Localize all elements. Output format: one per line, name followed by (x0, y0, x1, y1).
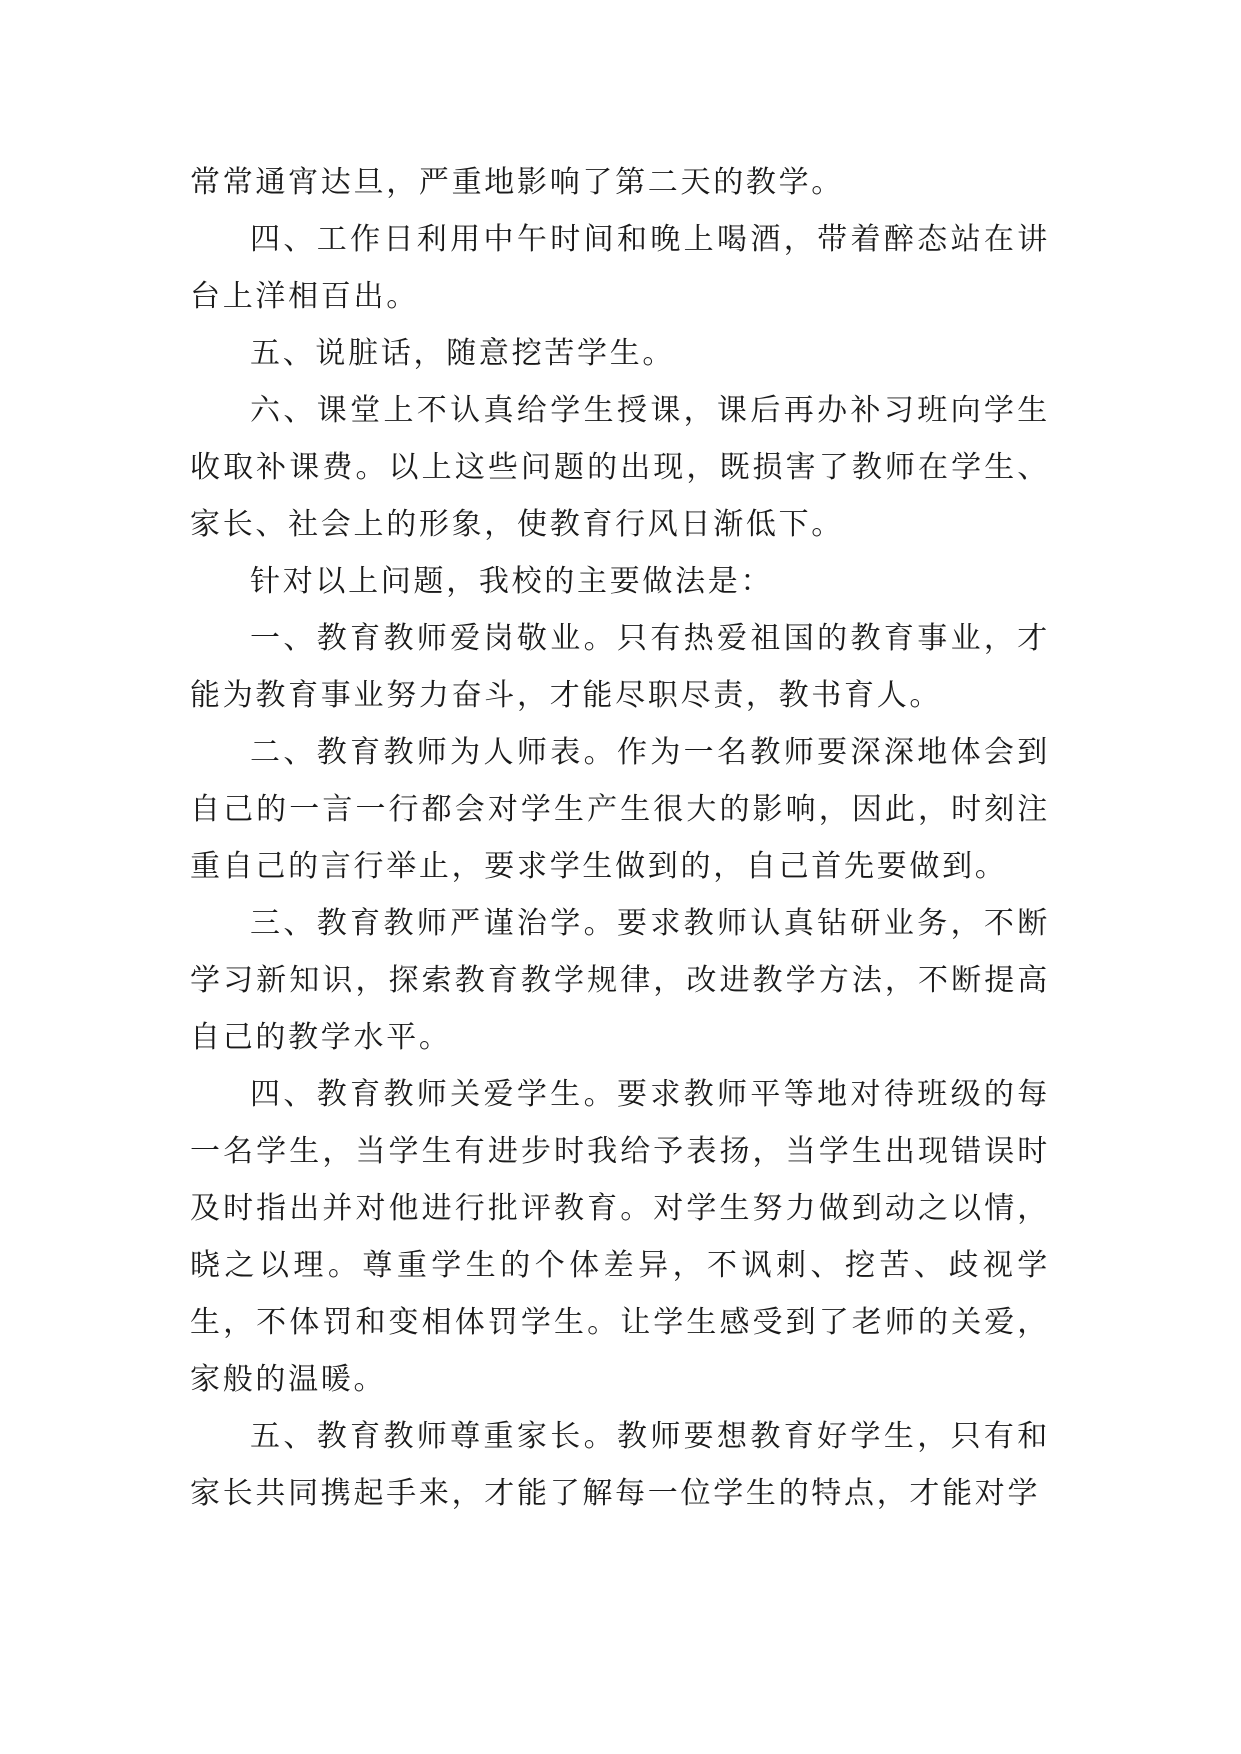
document-body (190, 154, 1050, 1522)
paragraph-6: 一、教育教师爱岗敬业。只有热爱祖国的教育事业，才能为教育事业努力奋斗，才能尽职尽责，教书育人。 (190, 621, 1050, 713)
paragraph-9: 四、教育教师关爱学生。要求教师平等地对待班级的每一名学生，当学生有进步时我给予表扬，当学生出现错误时及时指出并对他进行批评教育。对学生努力做到动之以情，晓之以理。尊重学生的个体差异，不讽刺、挖苦、歧视学生，不体罚和变相体罚学生。让学生感受到了老师的关爱，家般的温暖。 (190, 1077, 1050, 1397)
paragraph-5: 针对以上问题，我校的主要做法是： (250, 564, 774, 599)
paragraph-8: 三、教育教师严谨治学。要求教师认真钻研业务，不断学习新知识，探索教育教学规律，改进教学方法，不断提高自己的教学水平。 (190, 906, 1050, 1055)
paragraph-10: 五、教育教师尊重家长。教师要想教育好学生，只有和家长共同携起手来，才能了解每一位学生的特点，才能对学 (190, 1419, 1050, 1511)
paragraph-3: 五、说脏话，随意挖苦学生。 (250, 336, 676, 371)
paragraph-7: 二、教育教师为人师表。作为一名教师要深深地体会到自己的一言一行都会对学生产生很大的影响，因此，时刻注重自己的言行举止，要求学生做到的，自己首先要做到。 (190, 735, 1050, 884)
paragraph-2: 四、工作日利用中午时间和晚上喝酒，带着醉态站在讲台上洋相百出。 (190, 222, 1050, 314)
paragraph-1: 常常通宵达旦，严重地影响了第二天的教学。 (190, 165, 844, 200)
paragraph-4: 六、课堂上不认真给学生授课，课后再办补习班向学生收取补课费。以上这些问题的出现，既损害了教师在学生、家长、社会上的形象，使教育行风日渐低下。 (190, 393, 1050, 542)
